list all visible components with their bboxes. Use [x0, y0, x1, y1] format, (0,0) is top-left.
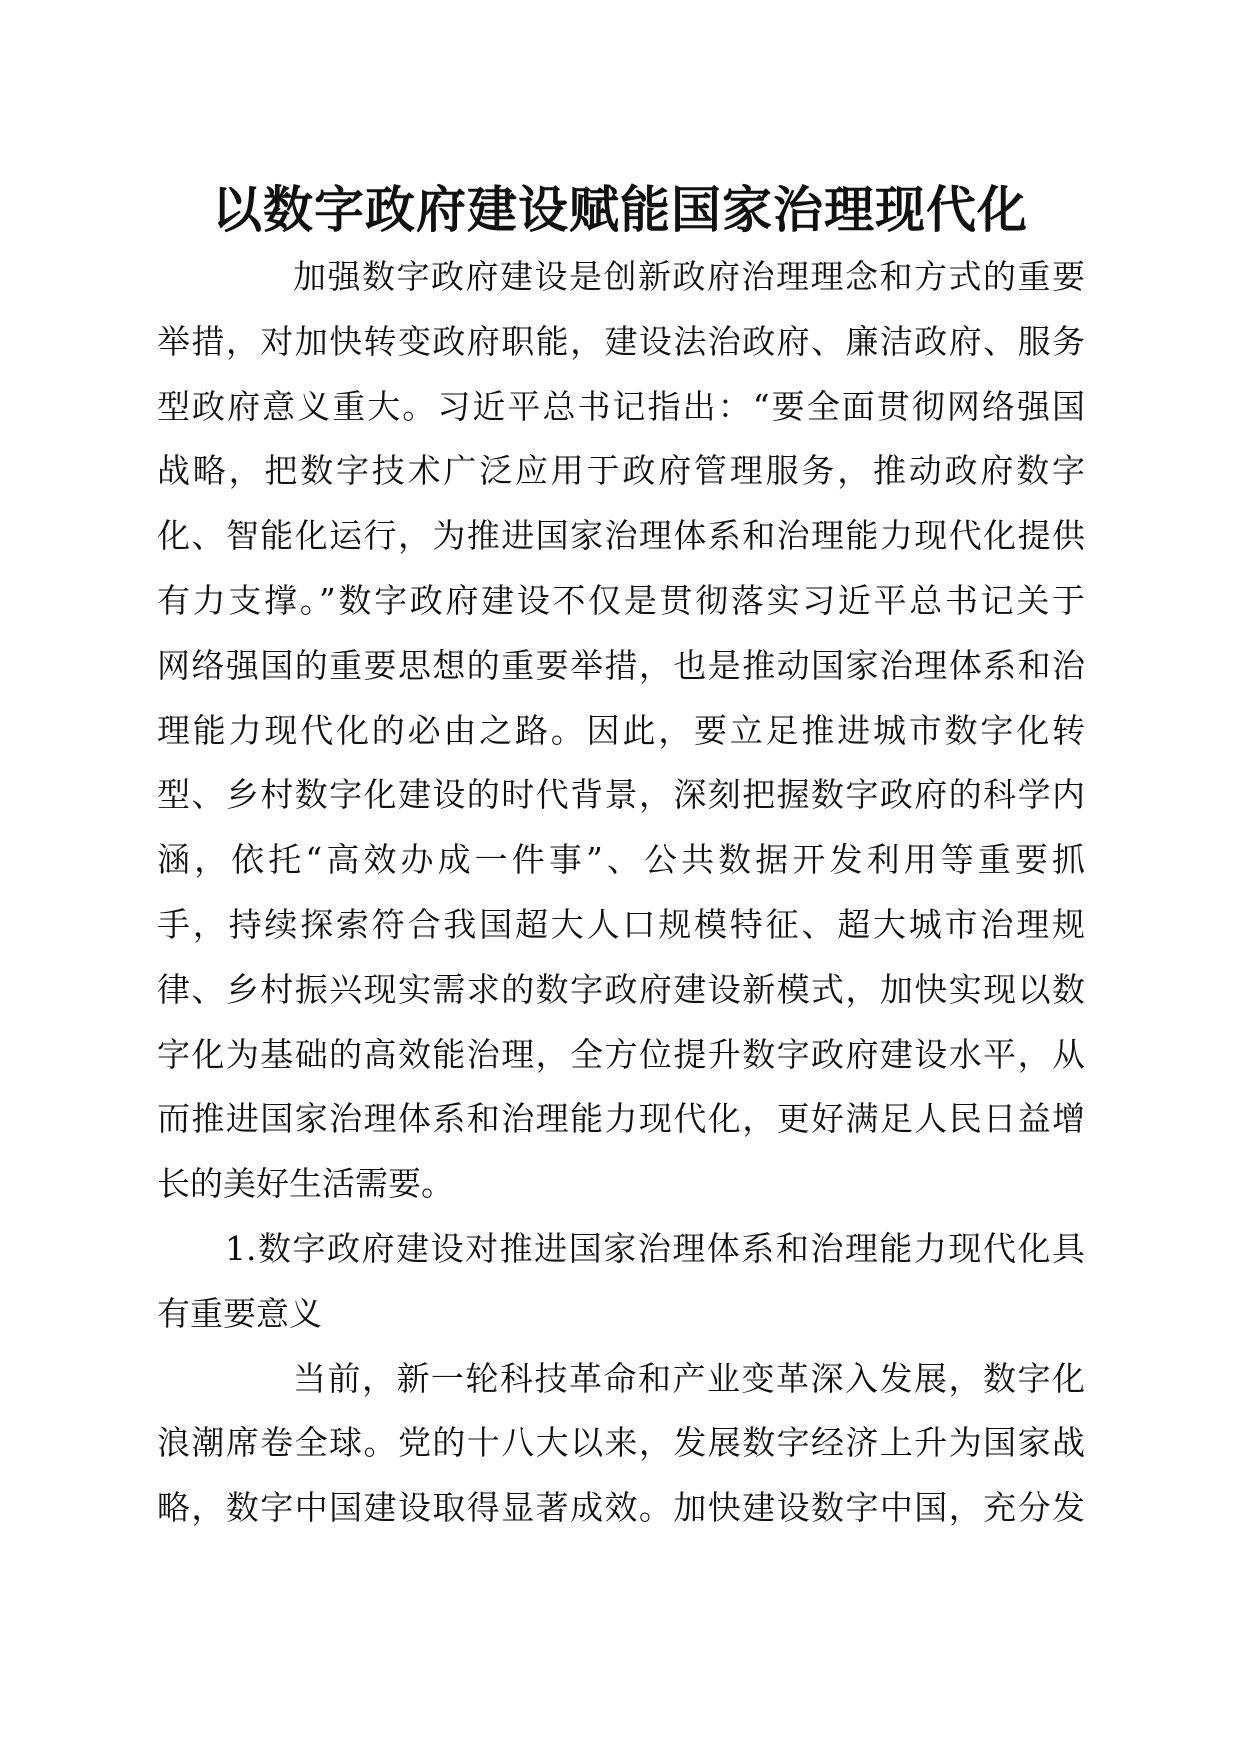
- paragraph-1-line: 涵，依托“高效办成一件事”、公共数据开发利用等重要抓: [157, 840, 1085, 880]
- document-body: [157, 245, 1085, 1541]
- paragraph-1-line: 有力支撑。”数字政府建设不仅是贯彻落实习近平总书记关于: [157, 580, 1085, 620]
- section-heading-line: 1.数字政府建设对推进国家治理体系和治理能力现代化具: [225, 1228, 1085, 1268]
- paragraph-1-line: 律、乡村振兴现实需求的数字政府建设新模式，加快实现以数: [157, 969, 1085, 1009]
- paragraph-1-line: 加强数字政府建设是创新政府治理理念和方式的重要: [293, 257, 1085, 296]
- paragraph-1-line: 而推进国家治理体系和治理能力现代化，更好满足人民日益增: [157, 1099, 1085, 1139]
- section-heading-line: 有重要意义: [157, 1293, 322, 1333]
- paragraph-1-line: 型、乡村数字化建设的时代背景，深刻把握数字政府的科学内: [157, 775, 1085, 815]
- paragraph-1-line: 网络强国的重要思想的重要举措，也是推动国家治理体系和治: [157, 645, 1085, 685]
- paragraph-2-line: 略，数字中国建设取得显著成效。加快建设数字中国，充分发: [157, 1488, 1085, 1528]
- paragraph-1-line: 举措，对加快转变政府职能，建设法治政府、廉洁政府、服务: [157, 321, 1085, 361]
- paragraph-1-line: 战略，把数字技术广泛应用于政府管理服务，推动政府数字: [157, 451, 1085, 491]
- paragraph-2-line: 当前，新一轮科技革命和产业变革深入发展，数字化: [293, 1358, 1085, 1398]
- paragraph-1-line: 型政府意义重大。习近平总书记指出：“要全面贯彻网络强国: [157, 386, 1085, 426]
- paragraph-1-line: 化、智能化运行，为推进国家治理体系和治理能力现代化提供: [157, 516, 1085, 556]
- paragraph-1-line: 字化为基础的高效能治理，全方位提升数字政府建设水平，从: [157, 1034, 1085, 1074]
- document-title: 以数字政府建设赋能国家治理现代化: [212, 180, 1028, 239]
- paragraph-2-line: 浪潮席卷全球。党的十八大以来，发展数字经济上升为国家战: [157, 1423, 1085, 1463]
- paragraph-1-line: 手，持续探索符合我国超大人口规模特征、超大城市治理规: [157, 904, 1085, 944]
- paragraph-1-line: 理能力现代化的必由之路。因此，要立足推进城市数字化转: [157, 710, 1085, 750]
- paragraph-1-line: 长的美好生活需要。: [157, 1164, 454, 1204]
